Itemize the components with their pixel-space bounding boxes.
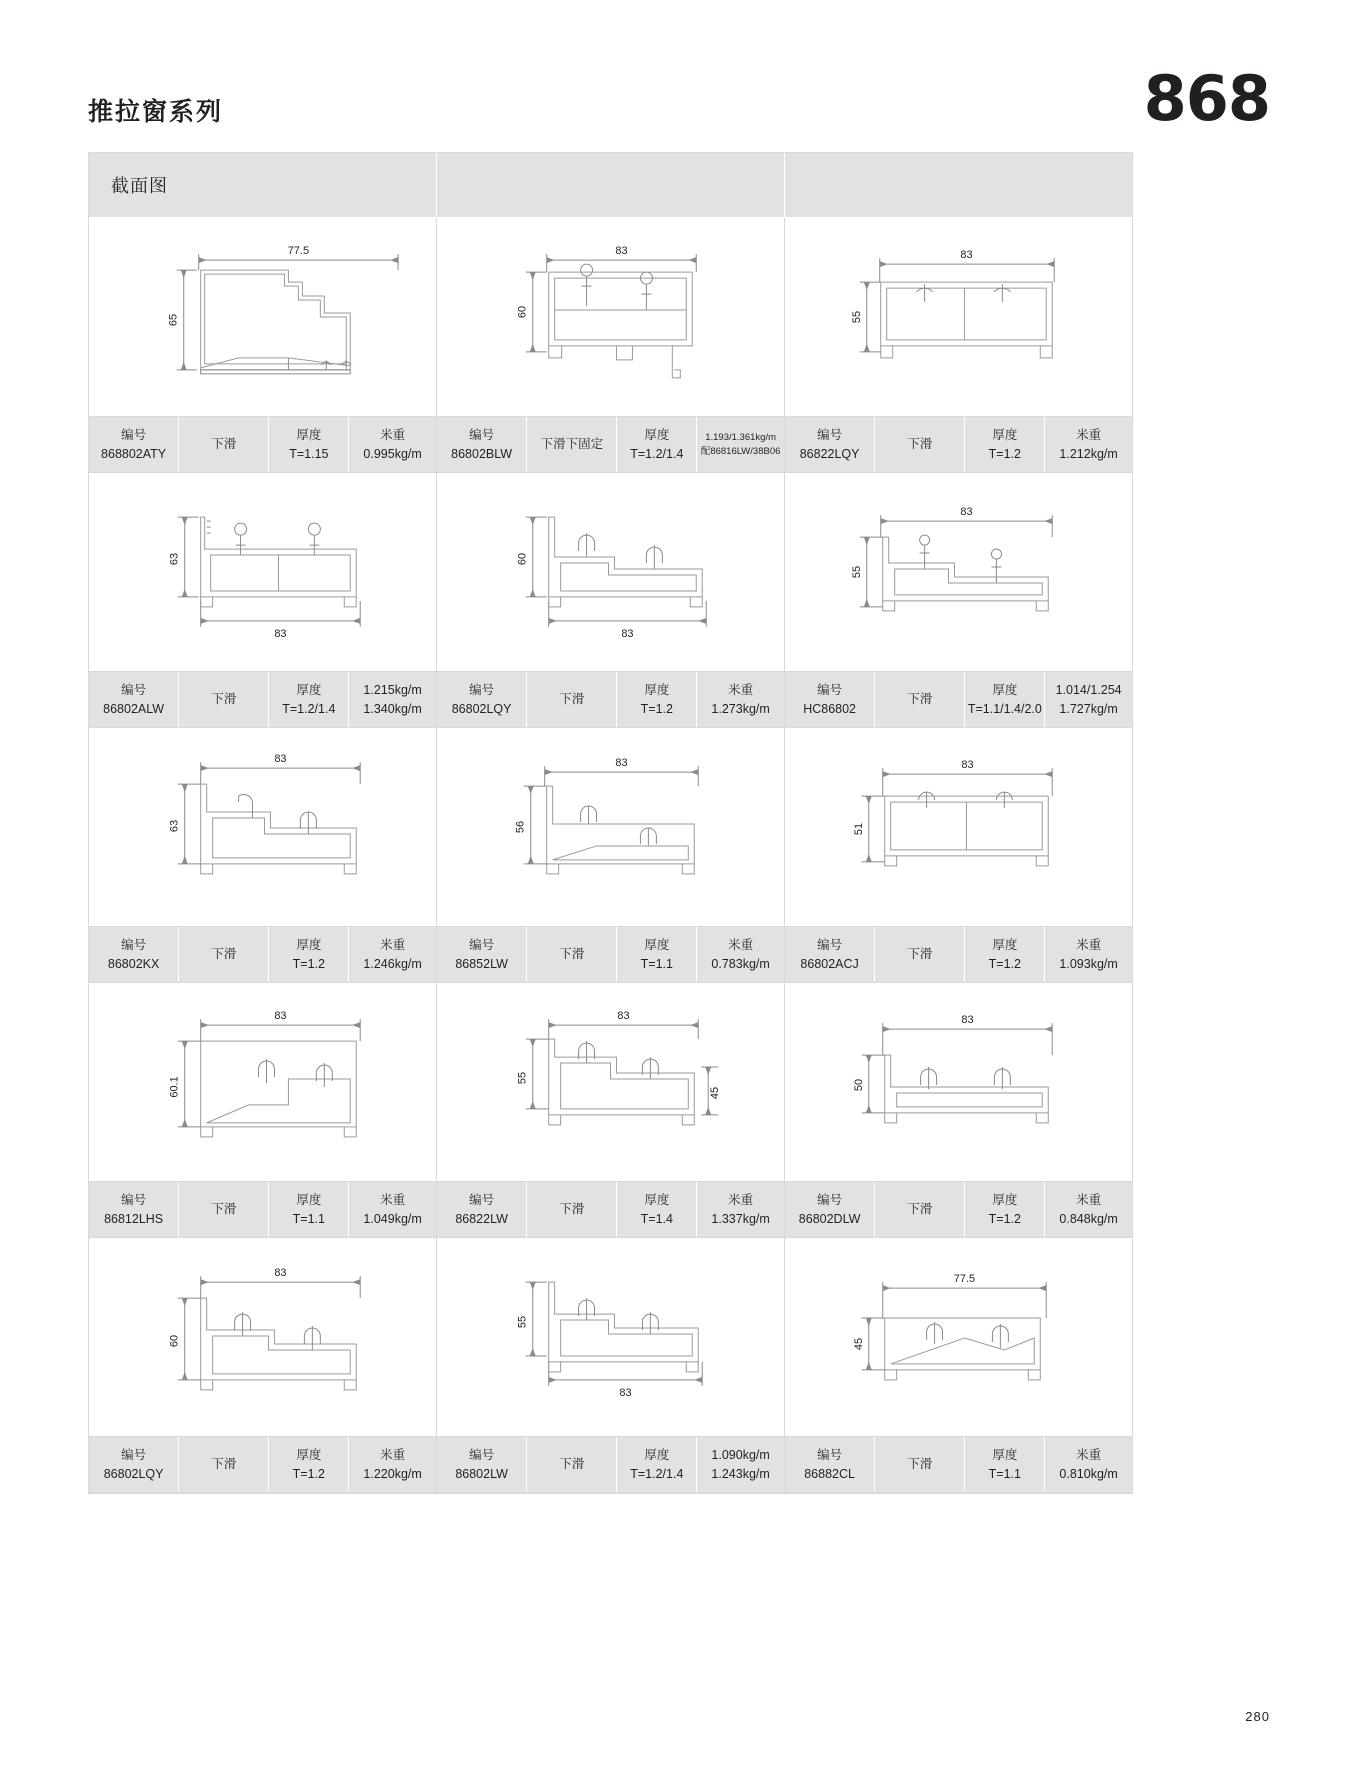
profile-type-12 — [179, 1437, 269, 1492]
drawing-svg-2 — [785, 218, 1132, 416]
drawing-svg-3 — [89, 473, 436, 671]
drawing-svg-9 — [89, 983, 436, 1181]
drawing-svg-4 — [437, 473, 784, 671]
label-weight-7: 米重 — [728, 938, 754, 953]
value-thickness-11: T=1.2 — [988, 1211, 1021, 1226]
profile-thickness-2 — [965, 417, 1045, 472]
label-thickness-0: 厚度 — [296, 428, 322, 443]
value-weight-2: 1.212kg/m — [1059, 446, 1118, 461]
value-thickness-1: T=1.2/1.4 — [630, 446, 684, 461]
drawing-svg-10 — [437, 983, 784, 1181]
value-weight2-3: 1.340kg/m — [363, 701, 422, 716]
drawing-svg-1 — [437, 218, 784, 416]
profile-weight-9 — [349, 1182, 436, 1237]
label-thickness-8: 厚度 — [992, 938, 1018, 953]
page-header — [88, 62, 1270, 140]
profile-weight-3 — [349, 672, 436, 727]
value-code-12: 86802LQY — [103, 1466, 164, 1481]
profile-info-9 — [89, 1181, 436, 1238]
profile-info-11 — [785, 1181, 1132, 1238]
section-drawing-9 — [89, 983, 436, 1181]
profile-type-8 — [875, 927, 965, 982]
profile-type-5 — [875, 672, 965, 727]
profile-info-5 — [785, 671, 1132, 728]
profile-cell-7 — [437, 728, 785, 983]
profile-weight-12 — [349, 1437, 436, 1492]
band-cell-3 — [785, 153, 1132, 217]
drawing-svg-5 — [785, 473, 1132, 671]
value-type-12: 下滑 — [211, 1457, 237, 1472]
dim-width-11: 83 — [961, 1014, 974, 1027]
profile-weight-2 — [1045, 417, 1132, 472]
profile-type-10 — [527, 1182, 617, 1237]
series-number: 868 — [1143, 62, 1270, 135]
label-thickness-10: 厚度 — [644, 1193, 670, 1208]
dim-height-1: 60 — [516, 305, 529, 319]
dim-height-3: 63 — [168, 552, 181, 566]
profile-cell-4 — [437, 473, 785, 728]
profile-weight-14 — [1045, 1437, 1132, 1492]
value-type-14: 下滑 — [907, 1457, 933, 1472]
value-code-5: HC86802 — [803, 701, 857, 716]
profile-info-0 — [89, 416, 436, 473]
profile-type-1 — [527, 417, 617, 472]
profile-thickness-1 — [617, 417, 697, 472]
dim-height-4: 60 — [516, 552, 529, 566]
value-weight-6: 1.246kg/m — [363, 956, 422, 971]
value-weight-3: 1.215kg/m — [363, 683, 422, 698]
section-drawing-0 — [89, 218, 436, 416]
figure-row-1 — [89, 218, 1132, 473]
dim-width-1: 83 — [615, 245, 628, 258]
value-weight2-5: 1.727kg/m — [1059, 701, 1118, 716]
value-weight-5: 1.014/1.254 — [1055, 683, 1122, 698]
label-thickness-5: 厚度 — [992, 683, 1018, 698]
profile-type-4 — [527, 672, 617, 727]
value-type-0: 下滑 — [211, 437, 237, 452]
value-thickness-14: T=1.1 — [988, 1466, 1021, 1481]
value-type-7: 下滑 — [559, 947, 585, 962]
section-drawing-11 — [785, 983, 1132, 1181]
label-code-6: 编号 — [121, 938, 147, 953]
profile-weight-6 — [349, 927, 436, 982]
profile-table — [88, 152, 1133, 1494]
profile-weight-11 — [1045, 1182, 1132, 1237]
profile-cell-12 — [89, 1238, 437, 1493]
label-weight-9: 米重 — [380, 1193, 406, 1208]
profile-info-13 — [437, 1436, 784, 1493]
value-code-6: 86802KX — [107, 956, 160, 971]
profile-type-14 — [875, 1437, 965, 1492]
profile-cell-10 — [437, 983, 785, 1238]
profile-code-8 — [785, 927, 875, 982]
section-drawing-13 — [437, 1238, 784, 1436]
label-code-4: 编号 — [469, 683, 495, 698]
profile-info-6 — [89, 926, 436, 983]
value-thickness-5: T=1.1/1.4/2.0 — [967, 701, 1042, 716]
value-weight-12: 1.220kg/m — [363, 1466, 422, 1481]
value-type-5: 下滑 — [907, 692, 933, 707]
figure-row-3 — [89, 728, 1132, 983]
dim-height-12: 60 — [168, 1334, 181, 1348]
value-code-10: 86822LW — [455, 1211, 508, 1226]
profile-type-9 — [179, 1182, 269, 1237]
value-type-11: 下滑 — [907, 1202, 933, 1217]
section-drawing-6 — [89, 728, 436, 926]
dim-height-5: 55 — [850, 565, 863, 579]
drawing-svg-12 — [89, 1238, 436, 1436]
label-code-8: 编号 — [817, 938, 843, 953]
value-thickness-8: T=1.2 — [988, 956, 1021, 971]
profile-code-11 — [785, 1182, 875, 1237]
profile-thickness-7 — [617, 927, 697, 982]
dim-height-7: 56 — [514, 820, 527, 834]
value-code-14: 86882CL — [804, 1466, 855, 1481]
profile-info-4 — [437, 671, 784, 728]
profile-weight-5 — [1045, 672, 1132, 727]
profile-info-7 — [437, 926, 784, 983]
section-drawing-4 — [437, 473, 784, 671]
value-code-2: 86822LQY — [799, 446, 860, 461]
dim-height-14: 45 — [852, 1337, 865, 1351]
profile-cell-9 — [89, 983, 437, 1238]
profile-code-12 — [89, 1437, 179, 1492]
label-code-5: 编号 — [817, 683, 843, 698]
value-weight-11: 0.848kg/m — [1059, 1211, 1118, 1226]
profile-thickness-8 — [965, 927, 1045, 982]
profile-type-0 — [179, 417, 269, 472]
profile-code-14 — [785, 1437, 875, 1492]
profile-code-2 — [785, 417, 875, 472]
label-code-10: 编号 — [469, 1193, 495, 1208]
dim-height-8: 51 — [852, 822, 865, 836]
profile-type-3 — [179, 672, 269, 727]
label-code-13: 编号 — [469, 1448, 495, 1463]
profile-cell-3 — [89, 473, 437, 728]
label-thickness-3: 厚度 — [296, 683, 322, 698]
profile-weight-1 — [697, 417, 784, 472]
value-weight-7: 0.783kg/m — [711, 956, 770, 971]
section-drawing-2 — [785, 218, 1132, 416]
profile-cell-8 — [785, 728, 1132, 983]
profile-thickness-14 — [965, 1437, 1045, 1492]
value-code-7: 86852LW — [455, 956, 508, 971]
page-title: 推拉窗系列 — [88, 98, 224, 126]
value-code-9: 86812LHS — [104, 1211, 164, 1226]
value-type-3: 下滑 — [211, 692, 237, 707]
dim-height-10: 55 — [516, 1071, 529, 1085]
value-code-0: 868802ATY — [101, 446, 167, 461]
profile-info-14 — [785, 1436, 1132, 1493]
profile-weight-8 — [1045, 927, 1132, 982]
profile-info-3 — [89, 671, 436, 728]
profile-type-11 — [875, 1182, 965, 1237]
profile-weight-4 — [697, 672, 784, 727]
dim-height-11: 50 — [852, 1078, 865, 1092]
value-thickness-6: T=1.2 — [292, 956, 325, 971]
value-thickness-0: T=1.15 — [289, 446, 329, 461]
dim-width-6: 83 — [274, 753, 287, 766]
label-weight-14: 米重 — [1076, 1448, 1102, 1463]
value-type-1: 下滑下固定 — [540, 437, 604, 452]
drawing-svg-7 — [437, 728, 784, 926]
profile-cell-13 — [437, 1238, 785, 1493]
label-thickness-2: 厚度 — [992, 428, 1018, 443]
label-code-14: 编号 — [817, 1448, 843, 1463]
profile-info-12 — [89, 1436, 436, 1493]
value-code-3: 86802ALW — [103, 701, 165, 716]
value-weight-1: 1.193/1.361kg/m — [705, 431, 776, 443]
value-type-4: 下滑 — [559, 692, 585, 707]
label-thickness-12: 厚度 — [296, 1448, 322, 1463]
section-drawing-10 — [437, 983, 784, 1181]
profile-thickness-6 — [269, 927, 349, 982]
profile-type-6 — [179, 927, 269, 982]
dim-width-10: 83 — [617, 1010, 630, 1023]
profile-code-5 — [785, 672, 875, 727]
section-drawing-5 — [785, 473, 1132, 671]
table-band-header — [89, 153, 1132, 218]
profile-cell-14 — [785, 1238, 1132, 1493]
profile-type-2 — [875, 417, 965, 472]
label-weight-8: 米重 — [1076, 938, 1102, 953]
section-drawing-1 — [437, 218, 784, 416]
profile-weight-7 — [697, 927, 784, 982]
section-drawing-8 — [785, 728, 1132, 926]
dim-height-9: 60.1 — [168, 1076, 181, 1098]
dim-height2-10: 45 — [709, 1086, 722, 1100]
label-weight-11: 米重 — [1076, 1193, 1102, 1208]
label-code-2: 编号 — [817, 428, 843, 443]
profile-thickness-9 — [269, 1182, 349, 1237]
value-weight-4: 1.273kg/m — [711, 701, 770, 716]
dim-width-4: 83 — [621, 627, 634, 640]
profile-weight-10 — [697, 1182, 784, 1237]
drawing-svg-6 — [89, 728, 436, 926]
value-weight-10: 1.337kg/m — [711, 1211, 770, 1226]
label-weight-4: 米重 — [728, 683, 754, 698]
band-label: 截面图 — [111, 176, 168, 196]
label-thickness-9: 厚度 — [296, 1193, 322, 1208]
profile-info-1 — [437, 416, 784, 473]
profile-code-9 — [89, 1182, 179, 1237]
label-code-0: 编号 — [121, 428, 147, 443]
label-code-1: 编号 — [469, 428, 495, 443]
drawing-svg-13 — [437, 1238, 784, 1436]
dim-height-13: 55 — [516, 1315, 529, 1329]
label-weight-2: 米重 — [1076, 428, 1102, 443]
figure-row-5 — [89, 1238, 1132, 1493]
value-thickness-3: T=1.2/1.4 — [282, 701, 336, 716]
profile-code-13 — [437, 1437, 527, 1492]
profile-code-3 — [89, 672, 179, 727]
value-code-4: 86802LQY — [451, 701, 512, 716]
dim-width-2: 83 — [960, 249, 973, 262]
profile-thickness-10 — [617, 1182, 697, 1237]
profile-cell-11 — [785, 983, 1132, 1238]
value-type-10: 下滑 — [559, 1202, 585, 1217]
value-thickness-12: T=1.2 — [292, 1466, 325, 1481]
value-thickness-10: T=1.4 — [640, 1211, 673, 1226]
value-weight2-13: 1.243kg/m — [711, 1466, 770, 1481]
profile-weight-13 — [697, 1437, 784, 1492]
label-thickness-1: 厚度 — [644, 428, 670, 443]
profile-thickness-12 — [269, 1437, 349, 1492]
figure-row-4 — [89, 983, 1132, 1238]
profile-thickness-13 — [617, 1437, 697, 1492]
section-drawing-7 — [437, 728, 784, 926]
profile-info-2 — [785, 416, 1132, 473]
dim-height-0: 65 — [167, 313, 180, 327]
value-weight-0: 0.995kg/m — [363, 446, 422, 461]
label-thickness-6: 厚度 — [296, 938, 322, 953]
dim-width-0: 77.5 — [287, 245, 310, 258]
value-code-11: 86802DLW — [798, 1211, 861, 1226]
value-weight-9: 1.049kg/m — [363, 1211, 422, 1226]
section-drawing-3 — [89, 473, 436, 671]
profile-cell-5 — [785, 473, 1132, 728]
profile-info-8 — [785, 926, 1132, 983]
dim-width-3: 83 — [274, 627, 287, 640]
value-weight-8: 1.093kg/m — [1059, 956, 1118, 971]
label-weight-6: 米重 — [380, 938, 406, 953]
dim-width-9: 83 — [274, 1010, 287, 1023]
drawing-svg-0 — [89, 218, 436, 416]
profile-thickness-11 — [965, 1182, 1045, 1237]
value-code-13: 86802LW — [455, 1466, 508, 1481]
value-thickness-2: T=1.2 — [988, 446, 1021, 461]
label-thickness-13: 厚度 — [644, 1448, 670, 1463]
profile-cell-2 — [785, 218, 1132, 473]
label-code-12: 编号 — [121, 1448, 147, 1463]
profile-code-6 — [89, 927, 179, 982]
profile-cell-6 — [89, 728, 437, 983]
figure-row-2 — [89, 473, 1132, 728]
label-code-9: 编号 — [121, 1193, 147, 1208]
value-weight-14: 0.810kg/m — [1059, 1466, 1118, 1481]
label-thickness-7: 厚度 — [644, 938, 670, 953]
profile-info-10 — [437, 1181, 784, 1238]
dim-width-7: 83 — [615, 757, 628, 770]
dim-height-6: 63 — [168, 819, 181, 833]
drawing-svg-14 — [785, 1238, 1132, 1436]
section-drawing-14 — [785, 1238, 1132, 1436]
label-thickness-14: 厚度 — [992, 1448, 1018, 1463]
value-type-13: 下滑 — [559, 1457, 585, 1472]
profile-thickness-3 — [269, 672, 349, 727]
profile-thickness-0 — [269, 417, 349, 472]
value-thickness-13: T=1.2/1.4 — [630, 1466, 684, 1481]
dim-width-5: 83 — [960, 506, 973, 519]
profile-code-1 — [437, 417, 527, 472]
profile-code-7 — [437, 927, 527, 982]
value-type-6: 下滑 — [211, 947, 237, 962]
profile-type-13 — [527, 1437, 617, 1492]
value-thickness-9: T=1.1 — [292, 1211, 325, 1226]
label-code-3: 编号 — [121, 683, 147, 698]
section-drawing-12 — [89, 1238, 436, 1436]
profile-type-7 — [527, 927, 617, 982]
profile-thickness-5 — [965, 672, 1045, 727]
label-code-11: 编号 — [817, 1193, 843, 1208]
profile-cell-1 — [437, 218, 785, 473]
label-weight-12: 米重 — [380, 1448, 406, 1463]
value-code-8: 86802ACJ — [800, 956, 859, 971]
profile-code-0 — [89, 417, 179, 472]
band-cell-1 — [89, 153, 437, 217]
label-weight-0: 米重 — [380, 428, 406, 443]
drawing-svg-11 — [785, 983, 1132, 1181]
value-type-8: 下滑 — [907, 947, 933, 962]
dim-width-8: 83 — [961, 759, 974, 772]
label-weight-10: 米重 — [728, 1193, 754, 1208]
band-cell-2 — [437, 153, 785, 217]
drawing-svg-8 — [785, 728, 1132, 926]
dim-width-14: 77.5 — [953, 1273, 976, 1286]
profile-weight-0 — [349, 417, 436, 472]
label-thickness-11: 厚度 — [992, 1193, 1018, 1208]
value-note-1: 配86816LW/38B06 — [700, 445, 781, 457]
value-type-2: 下滑 — [907, 437, 933, 452]
value-weight-13: 1.090kg/m — [711, 1448, 770, 1463]
value-thickness-4: T=1.2 — [640, 701, 673, 716]
label-code-7: 编号 — [469, 938, 495, 953]
profile-thickness-4 — [617, 672, 697, 727]
dim-width-12: 83 — [274, 1267, 287, 1280]
profile-code-4 — [437, 672, 527, 727]
dim-height-2: 55 — [850, 310, 863, 324]
value-thickness-7: T=1.1 — [640, 956, 673, 971]
page-number: 280 — [1245, 1709, 1270, 1724]
dim-width-13: 83 — [619, 1386, 632, 1399]
label-thickness-4: 厚度 — [644, 683, 670, 698]
profile-code-10 — [437, 1182, 527, 1237]
profile-cell-0 — [89, 218, 437, 473]
value-code-1: 86802BLW — [451, 446, 513, 461]
value-type-9: 下滑 — [211, 1202, 237, 1217]
